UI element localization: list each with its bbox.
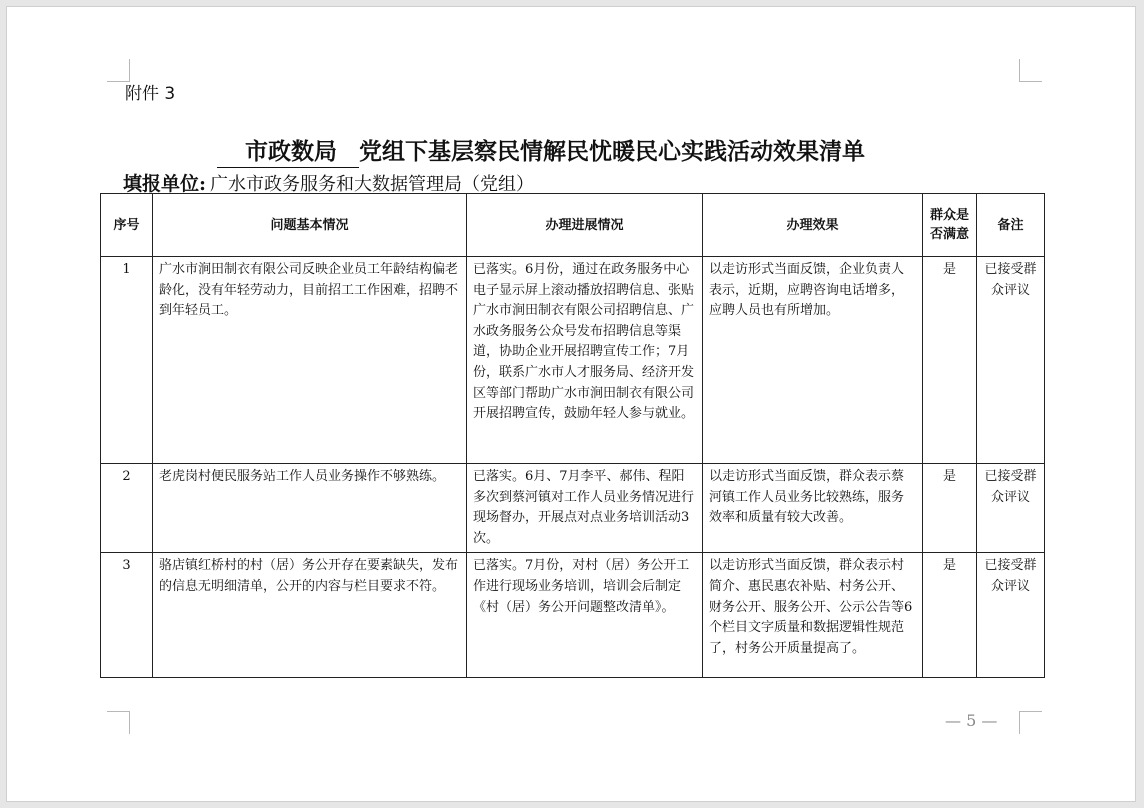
row-remarks: 已接受群众评议: [977, 257, 1045, 464]
row-issue: 老虎岗村便民服务站工作人员业务操作不够熟练。: [153, 464, 467, 553]
header-effect: 办理效果: [703, 194, 923, 257]
row-no: 1: [101, 257, 153, 464]
crop-mark-bottom-left: [107, 711, 130, 734]
title-blank-fill: 市政数局: [217, 137, 359, 168]
row-effect: 以走访形式当面反馈，企业负责人表示，近期，应聘咨询电话增多，应聘人员也有所增加。: [703, 257, 923, 464]
header-progress: 办理进展情况: [467, 194, 703, 257]
table-row: [101, 257, 1045, 464]
table-row: [101, 464, 1045, 553]
report-unit-label: 填报单位:: [123, 173, 207, 195]
row-no: 3: [101, 553, 153, 678]
row-remarks: 已接受群众评议: [977, 553, 1045, 678]
row-progress: 已落实。7月份，对村（居）务公开工作进行现场业务培训，培训会后制定《村（居）务公开问题整改清单》。: [467, 553, 703, 678]
title-main: 党组下基层察民情解民忧暖民心实践活动效果清单: [359, 138, 865, 165]
header-no: 序号: [101, 194, 153, 257]
report-unit: [123, 169, 534, 196]
document-page: [6, 6, 1136, 802]
table-row: [101, 553, 1045, 678]
row-progress: 已落实。6月份，通过在政务服务中心电子显示屏上滚动播放招聘信息、张贴广水市涧田制衣有限公司招聘信息、广水政务服务公众号发布招聘信息等渠道，协助企业开展招聘宣传工作；7月份，联系广水市人才服务局、经济开发区等部门帮助广水市涧田制衣有限公司开展招聘宣传，鼓励年轻人参与就业。: [467, 257, 703, 464]
header-remarks: 备注: [977, 194, 1045, 257]
header-issue: 问题基本情况: [153, 194, 467, 257]
row-issue: 广水市涧田制衣有限公司反映企业员工年龄结构偏老龄化，没有年轻劳动力，目前招工工作困难，招聘不到年轻员工。: [153, 257, 467, 464]
row-effect: 以走访形式当面反馈，群众表示蔡河镇工作人员业务比较熟练，服务效率和质量有较大改善。: [703, 464, 923, 553]
report-unit-value: 广水市政务服务和大数据管理局（党组）: [210, 174, 535, 195]
row-satisfied: 是: [923, 257, 977, 464]
row-issue: 骆店镇红桥村的村（居）务公开存在要素缺失，发布的信息无明细清单，公开的内容与栏目要求不符。: [153, 553, 467, 678]
header-satisfied: 群众是否满意: [923, 194, 977, 257]
row-progress: 已落实。6月、7月李平、郝伟、程阳多次到蔡河镇对工作人员业务情况进行现场督办，开展点对点业务培训活动3次。: [467, 464, 703, 553]
row-satisfied: 是: [923, 464, 977, 553]
page-number: — 5 —: [945, 711, 998, 730]
document-title: [217, 133, 865, 168]
table-header-row: [101, 194, 1045, 257]
attachment-label: 附件 3: [125, 84, 176, 104]
row-no: 2: [101, 464, 153, 553]
row-effect: 以走访形式当面反馈，群众表示村简介、惠民惠农补贴、村务公开、财务公开、服务公开、公示公告等6个栏目文字质量和数据逻辑性规范了，村务公开质量提高了。: [703, 553, 923, 678]
crop-mark-top-right: [1019, 59, 1042, 82]
effect-list-table: [100, 193, 1045, 678]
row-satisfied: 是: [923, 553, 977, 678]
row-remarks: 已接受群众评议: [977, 464, 1045, 553]
crop-mark-bottom-right: [1019, 711, 1042, 734]
